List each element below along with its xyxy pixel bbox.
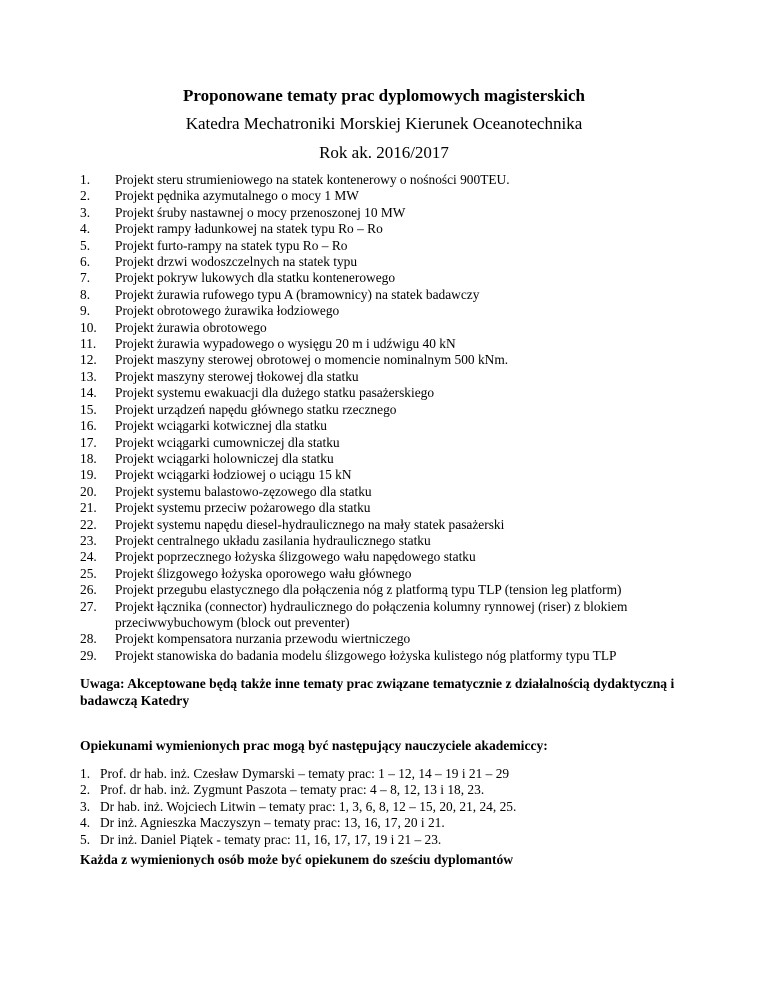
list-item: 2. Projekt pędnika azymutalnego o mocy 1 MW (80, 188, 359, 204)
list-item: 4. Projekt rampy ładunkowej na statek typu Ro – Ro (80, 221, 383, 237)
list-item: 17. Projekt wciągarki cumowniczej dla statku (80, 434, 340, 450)
list-item: 5. Projekt furto-rampy na statek typu Ro – Ro (80, 237, 348, 253)
list-item: 10. Projekt żurawia obrotowego (80, 319, 267, 335)
list-item: 7. Projekt pokryw lukowych dla statku kontenerowego (80, 270, 396, 286)
list-item: 5. Dr inż. Daniel Piątek - tematy prac: 11, 16, 17, 17, 19 i 21 – 23. (80, 831, 442, 847)
list-item: 22. Projekt systemu napędu diesel-hydraulicznego na mały statek pasażerski (80, 516, 505, 532)
list-item: 13. Projekt maszyny sterowej tłokowej dla statku (80, 368, 359, 384)
topics-list (80, 172, 680, 664)
list-item: 27. Projekt łącznika (connector) hydraulicznego do połączenia kolumny rynnowej (riser) z blokiem przeciwwybuchowym (block out preventer) (80, 598, 628, 630)
list-item: 20. Projekt systemu balastowo-zęzowego dla statku (80, 483, 372, 499)
list-item: 25. Projekt ślizgowego łożyska oporowego wału głównego (80, 565, 412, 581)
supervisors-heading: Opiekunami wymienionych prac mogą być następujący nauczyciele akademiccy: (80, 738, 548, 753)
list-item: 18. Projekt wciągarki holowniczej dla statku (80, 450, 334, 466)
list-item: 21. Projekt systemu przeciw pożarowego dla statku (80, 500, 371, 516)
list-item: 14. Projekt systemu ewakuacji dla dużego statku pasażerskiego (80, 385, 435, 401)
supervisors-list (80, 766, 700, 848)
list-item: 15. Projekt urządzeń napędu głównego statku rzecznego (80, 401, 397, 417)
list-item: 29. Projekt stanowiska do badania modelu ślizgowego łożyska kulistego nóg platformy typu TLP (80, 647, 617, 663)
list-item: 12. Projekt maszyny sterowej obrotowej o momencie nominalnym 500 kNm. (80, 352, 509, 368)
list-item: 1. Prof. dr hab. inż. Czesław Dymarski – tematy prac: 1 – 12, 14 – 19 i 21 – 29 (80, 766, 510, 781)
list-item: 8. Projekt żurawia rufowego typu A (bramownicy) na statek badawczy (80, 286, 480, 302)
final-note: Każda z wymienionych osób może być opiekunem do sześciu dyplomantów (80, 852, 514, 867)
list-item: 16. Projekt wciągarki kotwicznej dla statku (80, 418, 327, 434)
list-item: 24. Projekt poprzecznego łożyska ślizgowego wału napędowego statku (80, 549, 476, 565)
list-item: 4. Dr inż. Agnieszka Maczyszyn – tematy prac: 13, 16, 17, 20 i 21. (80, 815, 445, 831)
list-item: 28. Projekt kompensatora nurzania przewodu wiertniczego (80, 631, 411, 647)
list-item: 3. Projekt śruby nastawnej o mocy przenoszonej 10 MW (80, 204, 406, 220)
academic-year: Rok ak. 2016/2017 (319, 143, 449, 162)
list-item: 1. Projekt steru strumieniowego na statek kontenerowy o nośności 900TEU. (80, 172, 510, 187)
department-subtitle: Katedra Mechatroniki Morskiej Kierunek Oceanotechnika (185, 114, 583, 133)
list-item: 3. Dr hab. inż. Wojciech Litwin – tematy prac: 1, 3, 6, 8, 12 – 15, 20, 21, 24, 25. (80, 798, 517, 814)
list-item: 23. Projekt centralnego układu zasilania hydraulicznego statku (80, 532, 431, 548)
list-item: 6. Projekt drzwi wodoszczelnych na statek typu (80, 254, 358, 270)
note-paragraph: Uwaga: Akceptowane będą także inne tematy prac związane tematycznie z działalnością dydaktyczną i badawczą Katedry (80, 676, 675, 708)
list-item: 26. Projekt przegubu elastycznego dla połączenia nóg z platformą typu TLP (tension leg platform) (80, 582, 622, 598)
document-title: Proponowane tematy prac dyplomowych magisterskich (183, 86, 585, 105)
list-item: 9. Projekt obrotowego żurawika łodziowego (80, 303, 340, 319)
list-item: 11. Projekt żurawia wypadowego o wysięgu 20 m i udźwigu 40 kN (80, 336, 456, 352)
list-item: 19. Projekt wciągarki łodziowej o uciągu 15 kN (80, 467, 352, 483)
list-item: 2. Prof. dr hab. inż. Zygmunt Paszota – tematy prac: 4 – 8, 12, 13 i 18, 23. (80, 782, 485, 798)
